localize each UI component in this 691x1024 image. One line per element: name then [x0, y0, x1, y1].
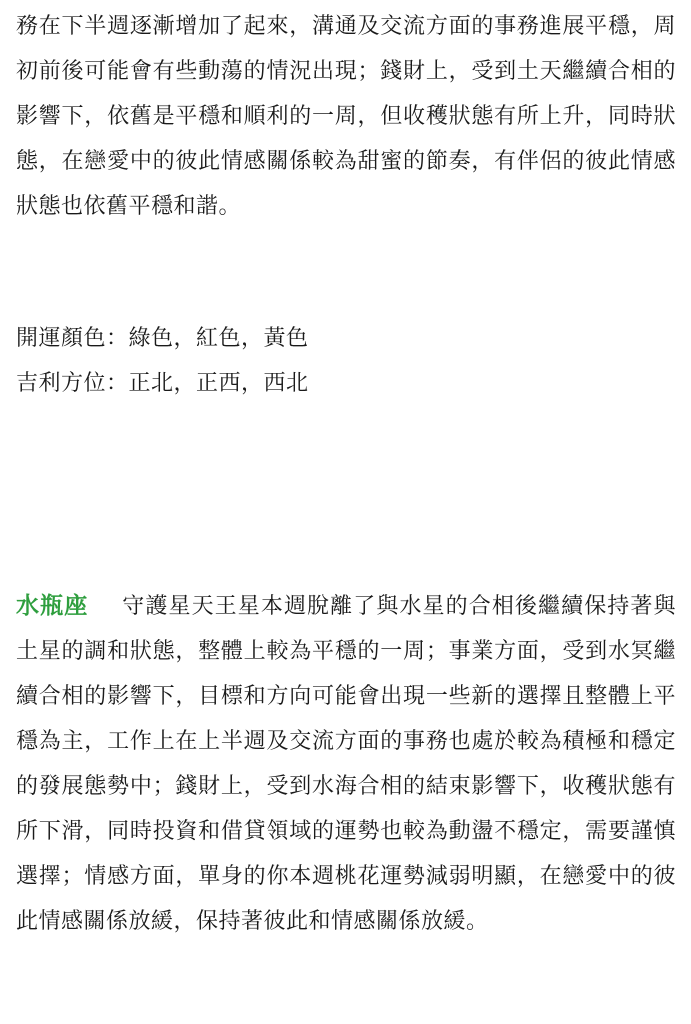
horoscope-paragraph-previous: 務在下半週逐漸增加了起來，溝通及交流方面的事務進展平穩，周初前後可能會有些動蕩的情況出現；錢財上，受到土天繼續合相的影響下，依舊是平穩和順利的一周，但收穫狀態有所上升，同時狀態，在戀愛中的彼此情感關係較為甜蜜的節奏，有伴侶的彼此情感狀態也依舊平穩和諧。 [16, 14, 676, 219]
lucky-info [16, 316, 676, 406]
lucky-colors: 開運顏色：綠色，紅色，黃色 [16, 326, 309, 351]
aquarius-section [16, 584, 676, 944]
sign-name-heading: 水瓶座 [16, 593, 89, 619]
sign-horoscope-text: 守護星天王星本週脫離了與水星的合相後繼續保持著與土星的調和狀態，整體上較為平穩的一周；事業方面，受到水冥繼續合相的影響下，目標和方向可能會出現一些新的選擇且整體上平穩為主，工作上在上半週及交流方面的事務也處於較為積極和穩定的發展態勢中；錢財上，受到水海合相的結束影響下，收穫狀態有所下滑，同時投資和借貸領域的運勢也較為動盪不穩定，需要謹慎選擇；情感方面，單身的你本週桃花運勢減弱明顯，在戀愛中的彼此情感關係放緩，保持著彼此和情感關係放緩。 [16, 594, 676, 934]
lucky-directions: 吉利方位：正北，正西，西北 [16, 371, 309, 396]
